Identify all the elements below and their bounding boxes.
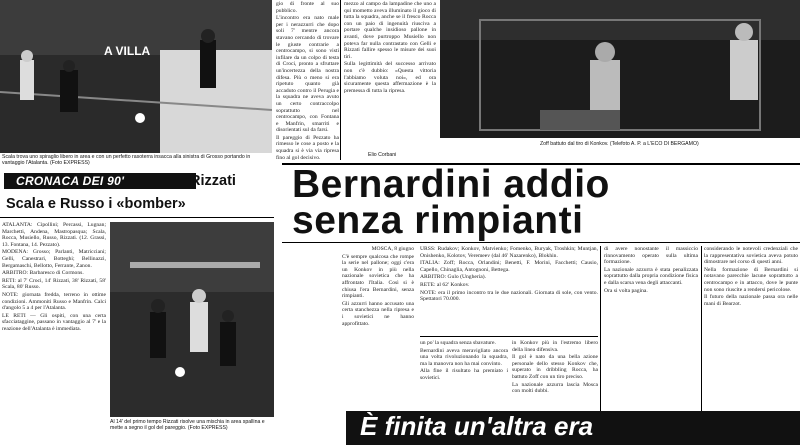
- photo-credit: Elio Corbani: [368, 152, 397, 158]
- tabellino-paragraph: ARBITRO: Gulo (Ungheria).: [420, 274, 487, 281]
- article-paragraph: L'incontro era nato male per i nerazzurri che dopo soli 7' mentre ancora stavano cercando di trovare le giuste contrarie a centrocampo, si sono visti infilare da un colpo di testa di Croci, pronto a sfruttare un'incertezza della nostra difesa. Più o meno si era ripetuto quanto già accaduto contro il Perugia e la squadra ne aveva avuto un certo contraccolpo soprattutto nel centrocampo, con Fontana e Manfrin, smarriti e disorientati sul da farsi.: [276, 15, 339, 134]
- article-column-d: [420, 340, 508, 408]
- cronaca-subhead: Scala e Russo i «bomber»: [6, 196, 186, 212]
- dateline: MOSCA, 8 giugno: [371, 246, 414, 252]
- headline-bottom-rule: [282, 242, 800, 243]
- article-paragraph: La nazionale azzurra lascia Mosca con molti dubbi.: [512, 381, 598, 395]
- article-paragraph: Gli azzurri hanno accusato una certa stanchezza nella ripresa e i sovietici ne hanno approfittato.: [342, 300, 414, 327]
- tabellino-urss: [420, 246, 598, 334]
- photo-zoff-beaten: [440, 0, 800, 138]
- article-paragraph: Sulla legittimità del successo arrivato non c'è dubbio: «Questa vittoria l'abbiamo voluta noi», ed ora sicuramente questa affermazione è la premessa di tutta la ripresa.: [344, 61, 436, 94]
- advertising-sign: A VILLA: [104, 44, 151, 58]
- column-rule: [340, 0, 341, 160]
- article-paragraph: un po' la squadra senza sbavature.: [420, 340, 496, 346]
- caption-scala-goal: Scala trova uno spiraglio libero in area e con un perfetto rasoterra insacca alla sinistra di Grosso portando in vantaggio l'Atalanta. (Foto EXPRESS): [2, 154, 251, 167]
- article-paragraph: C'è sempre qualcosa che rompe la serie nel pallone; oggi c'era un Konkov in più nella nazionale sovietica che ha affrontato l'Italia. Così si è chiusa l'era Bernardini, senza rimpianti.: [342, 253, 414, 300]
- headline-line-2: senza rimpianti: [292, 200, 584, 242]
- tabellino-paragraph: MODENA: Grosso; Parlanti, Matricciani; Gelli, Canestrari, Botteghi; Bellinazzi, Bergamaschi, Bellotto, Ferrante, Zanon.: [2, 249, 106, 269]
- article-paragraph: Alla fine il risultato ha premiato i sovietici.: [420, 368, 508, 381]
- headline-line-1: Bernardini addio: [292, 164, 610, 206]
- tabellino-paragraph: ATALANTA: Cipollini; Percassi, Lugnan; Marchetti, Andena, Mastropasqua; Scala, Rocca, Musiello, Russo, Rizzati. (12. Grassi, 13. Fontana, 14. Pezzato).: [2, 222, 106, 248]
- tabellino-paragraph: RETI: al 7' Croci, 14' Rizzati, 38' Rizzati, 58' Scala, 80' Russo.: [2, 277, 106, 291]
- photo-rizzati-goal: [110, 222, 274, 417]
- tabellino-atalanta: [2, 222, 106, 444]
- photo-rizzati-goal-image: [110, 222, 274, 417]
- article-paragraph: Bernardini aveva meravigliato ancora una volta rivoluzionando la squadra, ma la manovra non ha mai convinto.: [420, 347, 508, 367]
- article-paragraph: mezzo al campo da lampadine che uno a qui mometto aveva illuminato il gioco di tutta la squadra, anche se il fresco Rocca con un paio di ingenuità riusciva a portare qualche insidioso pallone in avanti, dove purtroppo Musiello non poteva far nulla contrastato con Gelli e Rizzati fallire spesso le misure dei suoi tiri.: [344, 1, 436, 60]
- caption-rizzati-goal: Al 14' del primo tempo Rizzati risolve una mischia in area spallina e mette a segno il gol del pareggio. (Foto EXPRESS): [110, 419, 265, 432]
- photo-scala-goal-image: [0, 0, 272, 153]
- article-paragraph: Il pareggio di Pezzato ha rimesso le cose a posto e la squadra si è via via ripresa fino al gol decisivo.: [276, 134, 339, 161]
- article-paragraph: Il gol è nato da una bella azione personale dello stesso Konkov che, superato in dribbling Rocca, ha battuto Zoff con un tiro preciso.: [512, 354, 598, 380]
- article-paragraph: Ora si volta pagina.: [604, 287, 648, 294]
- article-paragraph: La nazionale azzurra è stata penalizzata soprattutto dalla propria condizione fisica e dalla scarsa vena degli attaccanti.: [604, 266, 698, 286]
- tabellino-paragraph: NOTE: giornata fredda, terreno in ottime condizioni. Ammoniti Russo e Manfrin. Calci d'angolo 5 a 4 per l'Atalanta.: [2, 291, 106, 312]
- tabellino-paragraph: ARBITRO: Barbaresco di Cormons.: [2, 270, 84, 277]
- article-paragraph: in Konkov più in l'estremo libero della linea difensiva.: [512, 340, 598, 353]
- tabellino-paragraph: URSS: Rudakov; Konkov, Matvienko; Fomenko, Buryak, Troshkin; Muntjan, Onishenko, Kolotov, Veremeev (dal 46' Nazarenko), Blokhin.: [420, 246, 598, 259]
- article-paragraph: Nella formazione di Bernardini si notavano parecchie lacune soprattutto a centrocampo e in attacco, dove le punte non sono riuscite a rendersi pericolose.: [704, 266, 798, 293]
- article-paragraph: di avere nonostante il massiccio rinnovamento operato sulla ultima formazione.: [604, 246, 698, 266]
- article-paragraph: Il futuro della nazionale passa ora nelle mani di Bearzot.: [704, 294, 798, 307]
- cronaca-banner-name: Rizzati: [190, 173, 236, 189]
- article-paragraph: gio di fronte al suo pubblico.: [276, 1, 339, 14]
- divider: [420, 336, 598, 337]
- tabellino-paragraph: NOTE: era il primo incontro tra le due nazionali. Giornata di sole, con vento. Spettatori 70.000.: [420, 289, 598, 303]
- photo-scala-goal: [0, 0, 272, 153]
- cronaca-banner-text: CRONACA DEI 90': [16, 174, 125, 188]
- article-column-b: [344, 1, 436, 133]
- tabellino-paragraph: RETE: al 62' Konkov.: [420, 281, 470, 288]
- article-column-e: [512, 340, 598, 408]
- divider: [0, 217, 274, 218]
- article-paragraph: considerando le notevoli credenziali che la rappresentativa sovietica aveva potuto dimostrare nel corso di questi anni.: [704, 246, 798, 266]
- tabellino-paragraph: ITALIA: Zoff; Rocca, Orlandini; Benetti, F. Morini, Facchetti; Causio, Capello, Chinaglia, Antognoni, Bettega.: [420, 260, 598, 273]
- photo-zoff-beaten-image: [440, 0, 800, 138]
- tabellino-paragraph: LE RETI — Gli ospiti, con una certa sfacciataggine, passano in vantaggio al 7' e la reazione dell'Atalanta è immediata.: [2, 312, 106, 332]
- caption-zoff-beaten: Zoff battuto dal tiro di Konkov. (Telefoto A. P. a L'ECO DI BERGAMO): [540, 141, 699, 147]
- bottom-banner-text: È finita un'altra era: [360, 411, 594, 441]
- bottom-banner: [346, 411, 800, 445]
- cronaca-banner: [4, 173, 196, 189]
